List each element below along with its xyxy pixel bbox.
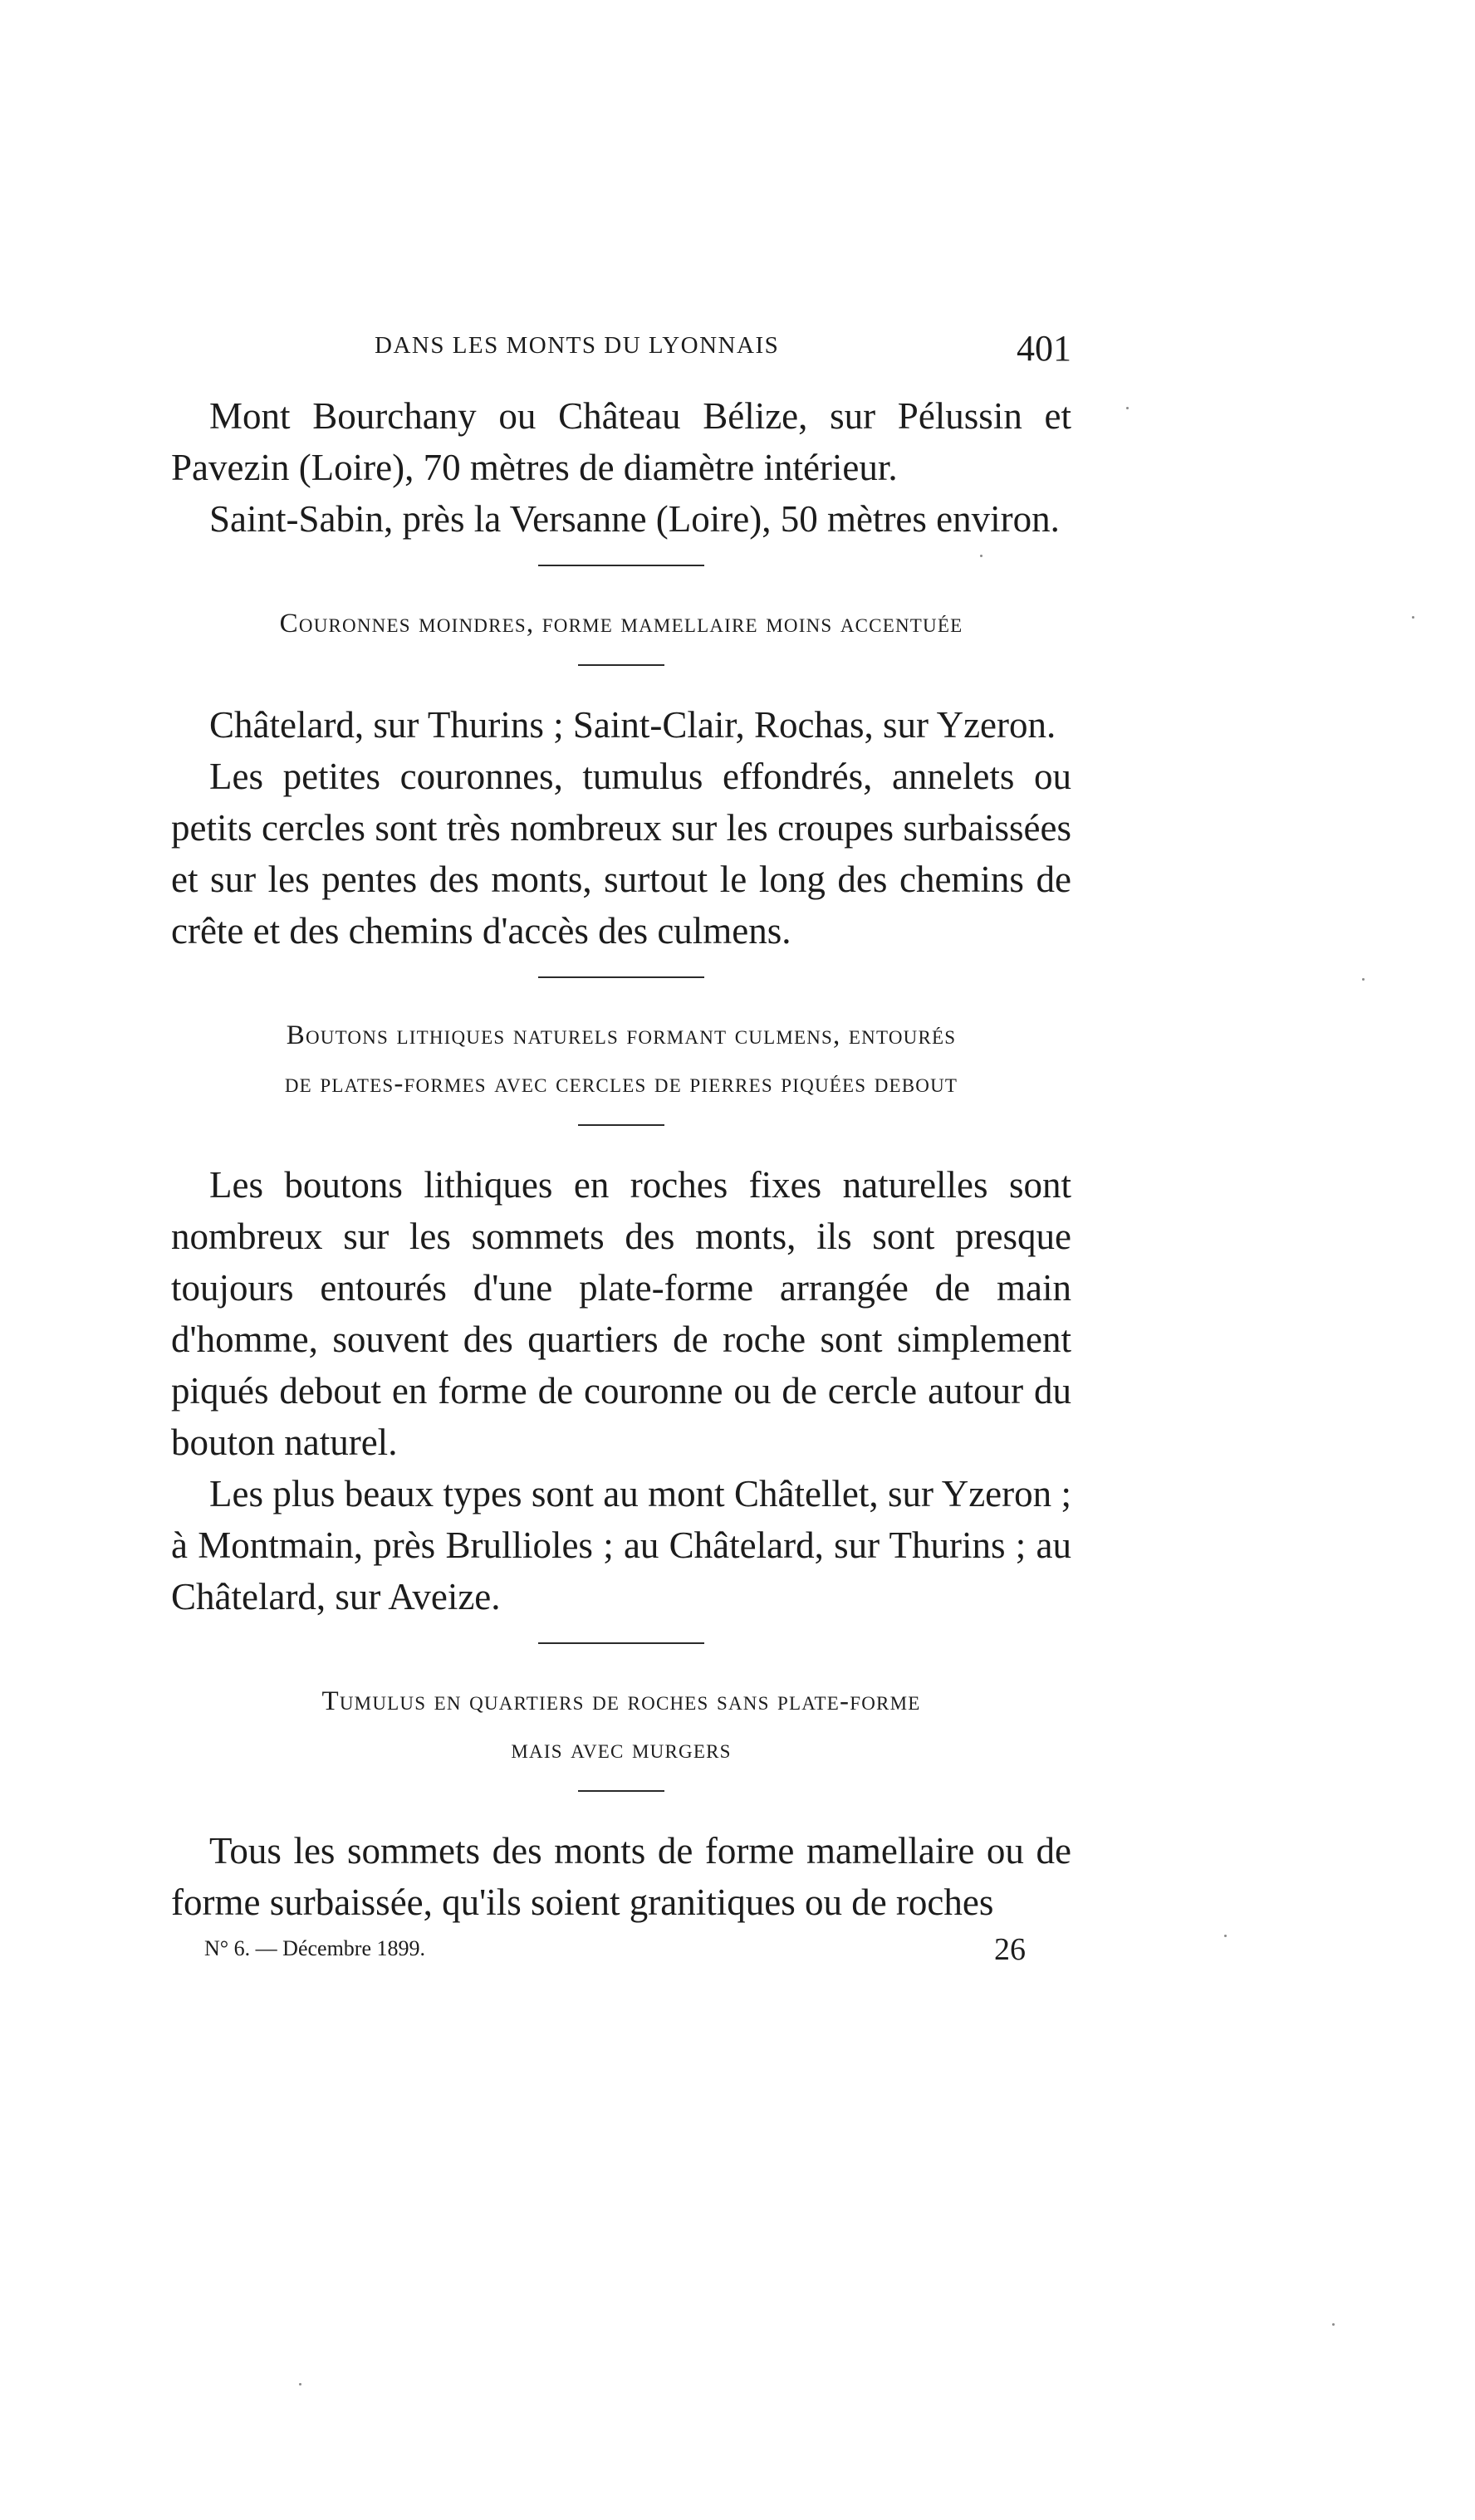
section-heading-line: Couronnes moindres, forme mamellaire moins accentuée	[279, 609, 963, 639]
section-heading-line: mais avec murgers	[511, 1735, 732, 1764]
text-column	[171, 328, 1071, 1981]
section-heading-line: Tumulus en quartiers de roches sans plate-forme	[321, 1686, 921, 1716]
section-heading	[171, 1011, 1071, 1108]
section-heading-line: de plates-formes avec cercles de pierres piquées debout	[284, 1069, 958, 1099]
section-heading	[171, 599, 1071, 648]
section-divider	[538, 1642, 704, 1644]
section-divider	[538, 976, 704, 978]
paragraph: Les boutons lithiques en roches fixes naturelles sont nombreux sur les sommets des monts, ils sont presque toujours entourés d'une plate-forme arrangée de main d'homme, souvent des quartiers de roche sont simplement piqués debout en forme de couronne ou de cercle autour du bouton naturel.	[171, 1164, 1071, 1463]
paragraph: Tous les sommets des monts de forme mamellaire ou de forme surbaissée, qu'ils soient granitiques ou de roches	[171, 1830, 1071, 1923]
paragraph: Les petites couronnes, tumulus effondrés, annelets ou petits cercles sont très nombreux sur les croupes surbaissées et sur les pentes des monts, surtout le long des chemins de crête et des chemins d'accès des culmens.	[171, 756, 1071, 952]
section-divider	[538, 565, 704, 566]
heading-underline	[578, 1790, 664, 1792]
running-head	[171, 328, 1071, 390]
scan-speck	[1224, 1935, 1227, 1937]
issue-line: N° 6. — Décembre 1899.	[204, 1936, 425, 1960]
running-head-title: DANS LES MONTS DU LYONNAIS	[375, 332, 780, 359]
scan-speck	[1332, 2323, 1335, 2326]
paragraph: Saint-Sabin, près la Versanne (Loire), 50 mètres environ.	[209, 498, 1060, 540]
signature-mark: 26	[994, 1932, 1026, 1967]
paragraph: Les plus beaux types sont au mont Châtellet, sur Yzeron ; à Montmain, près Brullioles ; au Châtelard, sur Thurins ; au Châtelard, sur Aveize.	[171, 1473, 1071, 1617]
heading-underline	[578, 1124, 664, 1126]
section-heading	[171, 1677, 1071, 1774]
paragraph: Châtelard, sur Thurins ; Saint-Clair, Rochas, sur Yzeron.	[209, 704, 1056, 746]
scan-speck	[1412, 616, 1414, 619]
paragraph: Mont Bourchany ou Château Bélize, sur Pélussin et Pavezin (Loire), 70 mètres de diamètre intérieur.	[171, 395, 1071, 488]
scan-speck	[1126, 407, 1129, 409]
page-body	[171, 390, 1071, 1931]
scan-speck	[299, 2383, 301, 2385]
page-footer	[171, 1931, 1071, 1981]
page-number: 401	[1017, 328, 1071, 369]
scan-speck	[1362, 978, 1365, 981]
heading-underline	[578, 664, 664, 666]
section-heading-line: Boutons lithiques naturels formant culmens, entourés	[286, 1020, 957, 1050]
